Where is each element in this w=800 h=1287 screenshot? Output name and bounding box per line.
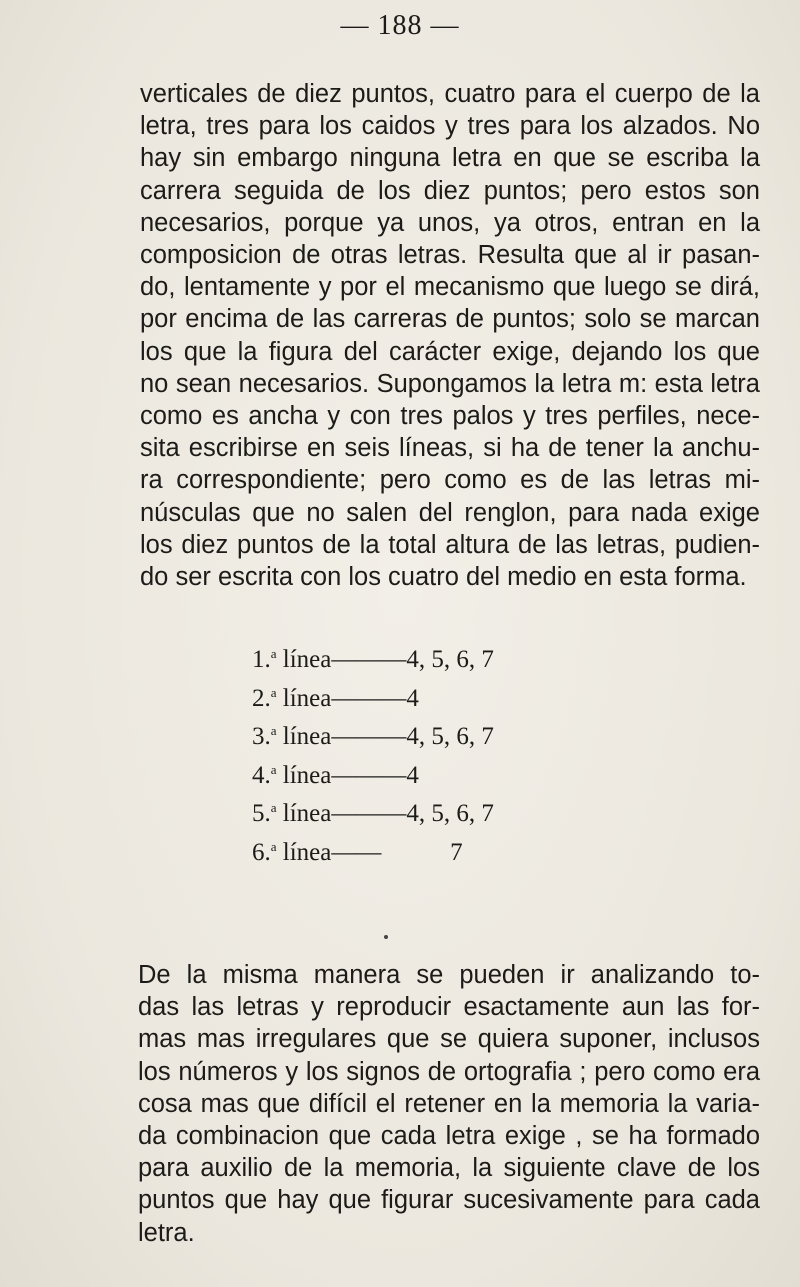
text-line: De la misma manera se pueden ir analizando to- [138, 961, 760, 989]
text-line: do ser escrita con los cuatro del medio en esta forma. [140, 563, 747, 592]
text-line: das las letras y reproducir esactamente aun las for- [138, 993, 760, 1022]
text-line: da combinacion que cada letra exige , se ha formado [138, 1122, 760, 1151]
text-line: necesarios, porque ya unos, ya otros, entran en la [140, 208, 760, 237]
table-row: 5.$^a$ línea———4, 5, 6, 7 [252, 800, 494, 827]
table-row: 2.$^a$ línea———4 [252, 684, 419, 712]
text-line: los números y los signos de ortografia ; pero como era [138, 1057, 760, 1086]
text-line: hay sin embargo ninguna letra en que se escriba la [140, 144, 760, 173]
text-line: como es ancha y con tres palos y tres perfiles, nece- [140, 402, 760, 431]
text-line: puntos que hay que figurar sucesivamente para cada [138, 1186, 760, 1215]
table-row: 1.$^a$ línea———4, 5, 6, 7 [252, 646, 494, 673]
text-line: ra correspondiente; pero como es de las letras mi- [140, 466, 760, 495]
text-line: letra. [138, 1218, 195, 1247]
text-line: los diez puntos de la total altura de las letras, pudien- [140, 530, 760, 559]
table-row: 6.$^a$ línea—— 7 [252, 838, 463, 866]
text-line: composicion de otras letras. Resulta que al ir pasan- [140, 241, 760, 270]
text-line: sita escribirse en seis líneas, si ha de tener la anchu- [140, 434, 760, 463]
text-line: mas mas irregulares que se quiera suponer, inclusos [138, 1025, 760, 1054]
text-line: para auxilio de la memoria, la siguiente clave de los [138, 1154, 760, 1183]
paragraph-1 [140, 78, 760, 593]
paragraph-2 [138, 959, 760, 1249]
text-line: núsculas que no salen del renglon, para nada exige [140, 498, 760, 527]
table-row: 3.$^a$ línea———4, 5, 6, 7 [252, 723, 494, 750]
text-line: los que la figura del carácter exige, dejando los que [140, 337, 760, 366]
table-row: 4.$^a$ línea———4 [252, 761, 419, 789]
text-line: carrera seguida de los diez puntos; pero estos son [140, 176, 760, 205]
text-line: letra, tres para los caidos y tres para los alzados. No [140, 112, 760, 141]
ink-dot [384, 935, 388, 939]
text-line: do, lentamente y por el mecanismo que luego se dirá, [140, 273, 760, 302]
line-points-table [252, 638, 494, 869]
text-line: por encima de las carreras de puntos; solo se marcan [140, 305, 760, 334]
text-line: cosa mas que difícil el retener en la memoria la varia- [138, 1089, 760, 1118]
text-line: verticales de diez puntos, cuatro para el cuerpo de la [140, 80, 760, 108]
page-number: — 188 — [340, 10, 460, 41]
text-line: no sean necesarios. Supongamos la letra m: esta letra [140, 369, 760, 398]
